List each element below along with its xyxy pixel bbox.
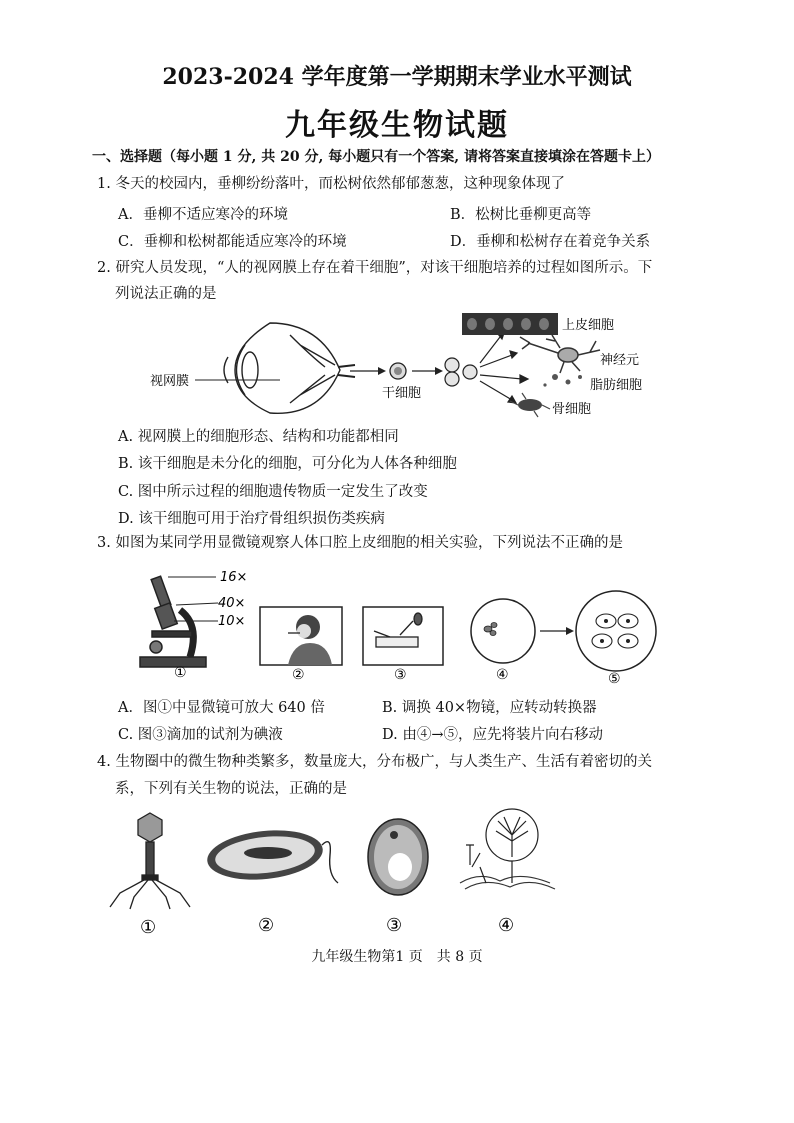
q3-option-d: D. 由④→⑤，应先将装片向右移动 [382, 727, 603, 743]
field-of-view-4 [471, 599, 535, 663]
label-fig-4: ④ [496, 667, 509, 683]
label-organism-4: ④ [498, 915, 515, 936]
exam-subtitle: 九年级生物试题 [285, 108, 509, 143]
label-neuron: 神经元 [600, 353, 640, 368]
microscope-icon [140, 576, 206, 667]
label-fat-cell: 脂肪细胞 [590, 378, 643, 393]
label-fig-3: ③ [394, 667, 407, 683]
mold-icon [460, 809, 555, 889]
q2-option-d: D. 该干细胞可用于治疗骨组织损伤类疾病 [118, 511, 385, 527]
q1-stem: 1. 冬天的校园内，垂柳纷纷落叶，而松树依然郁郁葱葱，这种现象体现了 [97, 176, 565, 192]
q2-figure-stem-cell-differentiation [150, 305, 690, 420]
label-objective-10: 10× [218, 614, 246, 629]
q1-option-a: A．垂柳不适应寒冷的环境 [118, 207, 288, 223]
label-fig-1: ① [174, 665, 187, 681]
bacteriophage-icon [110, 813, 190, 909]
label-epithelial: 上皮细胞 [562, 318, 615, 333]
q3-option-b: B. 调换 40×物镜，应转动转换器 [382, 700, 597, 716]
label-bone-cell: 骨细胞 [552, 402, 592, 417]
q4-stem-line1: 4. 生物圈中的微生物种类繁多，数量庞大，分布极广，与人类生产、生活有着密切的关 [97, 754, 652, 770]
epithelial-cells-icon [462, 313, 558, 335]
label-stem-cell: 干细胞 [382, 386, 422, 401]
dividing-cells-icon [445, 358, 477, 386]
label-objective-40: 40× [218, 596, 246, 611]
q2-stem-line1: 2. 研究人员发现，“人的视网膜上存在着干细胞”，对该干细胞培养的过程如图所示。下 [97, 260, 653, 276]
bone-cell-icon [510, 393, 550, 417]
page-footer: 九年级生物第1 页 共 8 页 [311, 949, 483, 965]
label-organism-1: ① [140, 917, 157, 938]
eye-illustration [224, 323, 355, 413]
section-heading: 一、选择题（每小题 1 分, 共 20 分, 每小题只有一个答案, 请将答案直接填涂在答题卡上） [92, 149, 660, 165]
q2-option-c: C. 图中所示过程的细胞遗传物质一定发生了改变 [118, 484, 428, 500]
q1-option-b: B．松树比垂柳更高等 [450, 207, 592, 223]
label-eyepiece: 16× [220, 570, 248, 585]
label-retina: 视网膜 [150, 374, 190, 389]
q2-option-a: A. 视网膜上的细胞形态、结构和功能都相同 [118, 429, 399, 445]
q1-option-d: D．垂柳和松树存在着竞争关系 [450, 234, 651, 250]
label-organism-2: ② [258, 915, 275, 936]
label-fig-2: ② [292, 667, 305, 683]
q1-option-c: C．垂柳和松树都能适应寒冷的环境 [118, 234, 347, 250]
q2-option-b: B. 该干细胞是未分化的细胞，可分化为人体各种细胞 [118, 456, 457, 472]
q3-stem: 3. 如图为某同学用显微镜观察人体口腔上皮细胞的相关实验，下列说法不正确的是 [97, 535, 623, 551]
neuron-icon [520, 335, 600, 373]
yeast-cell-icon [368, 819, 428, 895]
q4-stem-line2: 系，下列有关生物的说法，正确的是 [115, 781, 347, 797]
exam-title: 2023-2024 学年度第一学期期末学业水平测试 [162, 64, 632, 90]
fat-cells-icon [543, 374, 582, 387]
field-of-view-5 [576, 591, 656, 671]
label-fig-5: ⑤ [608, 671, 621, 685]
person-cheek-scraping-icon [288, 615, 332, 665]
q3-figure-microscope-experiment [128, 565, 668, 685]
q3-option-c: C. 图③滴加的试剂为碘液 [118, 727, 283, 743]
label-organism-3: ③ [386, 915, 403, 936]
q2-stem-line2: 列说法正确的是 [115, 286, 217, 302]
dropper-slide-icon [374, 613, 422, 647]
q4-figure-microorganisms [100, 805, 580, 940]
bacterium-icon [205, 825, 338, 885]
q3-option-a: A．图①中显微镜可放大 640 倍 [118, 700, 325, 716]
